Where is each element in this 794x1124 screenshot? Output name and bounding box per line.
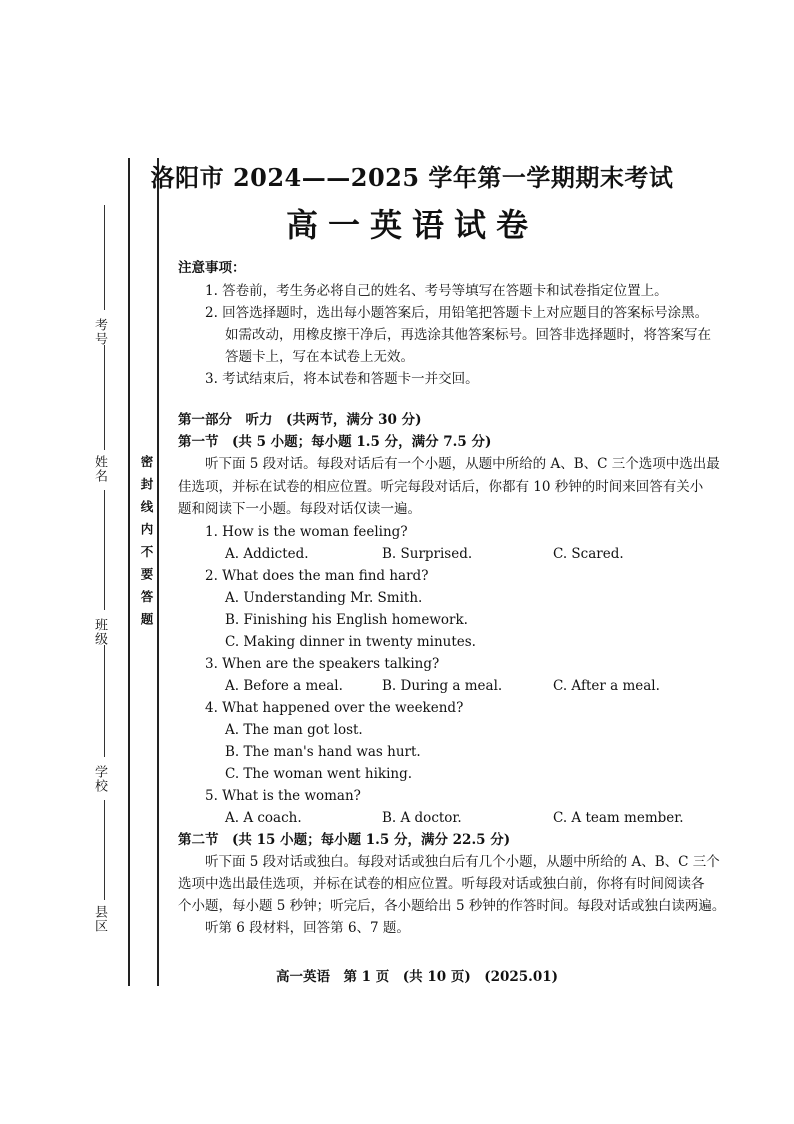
section2-heading: 第二节 (共 15 小题；每小题 1.5 分，满分 22.5 分) <box>178 832 511 848</box>
notice-item-2: 2. 回答选择题时，选出每小题答案后，用铅笔把答题卡上对应题目的答案标号涂黑。 <box>205 305 709 321</box>
section2-instr-2: 选项中选出最佳选项，并标在试卷的相应位置。听每段对话或独白前，你将有时间阅读各 <box>178 876 705 892</box>
county-label: 县区 <box>92 905 107 933</box>
seal-line-text: 密封线内不要答题 <box>139 455 154 635</box>
exam-title: 洛阳市 2024——2025 学年第一学期期末考试 <box>150 163 674 192</box>
q3-option-c: C. After a meal. <box>553 678 660 694</box>
q4-option-a: A. The man got lost. <box>225 722 363 738</box>
q1-option-a: A. Addicted. <box>225 546 309 562</box>
q2-option-b: B. Finishing his English homework. <box>225 612 468 628</box>
notice-item-2-cont2: 答题卡上，写在本试卷上无效。 <box>225 349 414 365</box>
notice-item-3: 3. 考试结束后，将本试卷和答题卡一并交回。 <box>205 371 479 387</box>
school-label: 学校 <box>92 765 107 793</box>
question-1: 1. How is the woman feeling? <box>205 524 408 540</box>
name-underline <box>104 345 105 450</box>
q2-option-a: A. Understanding Mr. Smith. <box>225 590 423 606</box>
section2-instr-4: 听第 6 段材料，回答第 6、7 题。 <box>205 920 410 936</box>
section1-instr-3: 题和阅读下一小题。每段对话仅读一遍。 <box>178 501 421 517</box>
section1-instr-2: 佳选项，并标在试卷的相应位置。听完每段对话后，你都有 10 秒钟的时间来回答有关小 <box>178 479 704 495</box>
exam-no-label: 考号 <box>92 318 107 346</box>
section2-instr-3: 个小题，每小题 5 秒钟；听完后，各小题给出 5 秒钟的作答时间。每段对话或独白读两遍。 <box>178 898 726 914</box>
page-footer: 高一英语 第 1 页 (共 10 页) (2025.01) <box>275 969 559 985</box>
q5-option-a: A. A coach. <box>225 810 302 826</box>
class-underline <box>104 490 105 610</box>
section2-instr-1: 听下面 5 段对话或独白。每段对话或独白后有几个小题，从题中所给的 A、B、C 三个 <box>205 854 720 870</box>
q4-option-c: C. The woman went hiking. <box>225 766 413 782</box>
q2-option-c: C. Making dinner in twenty minutes. <box>225 634 476 650</box>
q4-option-b: B. The man's hand was hurt. <box>225 744 421 760</box>
binding-line-inner <box>157 158 159 986</box>
school-underline <box>104 645 105 757</box>
paper-title: 高一英语试卷 <box>285 206 538 244</box>
notice-item-1: 1. 答卷前，考生务必将自己的姓名、考号等填写在答题卡和试卷指定位置上。 <box>205 283 668 299</box>
name-label: 姓名 <box>92 455 107 483</box>
county-underline <box>104 800 105 900</box>
q5-option-b: B. A doctor. <box>382 810 462 826</box>
q3-option-b: B. During a meal. <box>382 678 503 694</box>
question-2: 2. What does the man find hard? <box>205 568 429 584</box>
part1-heading: 第一部分 听力 (共两节，满分 30 分) <box>178 412 422 428</box>
question-3: 3. When are the speakers talking? <box>205 656 440 672</box>
question-5: 5. What is the woman? <box>205 788 361 804</box>
q1-option-b: B. Surprised. <box>382 546 473 562</box>
q3-option-a: A. Before a meal. <box>225 678 343 694</box>
q1-option-c: C. Scared. <box>553 546 624 562</box>
section1-heading: 第一节 (共 5 小题；每小题 1.5 分，满分 7.5 分) <box>178 434 492 450</box>
class-label: 班级 <box>92 618 107 646</box>
section1-instr-1: 听下面 5 段对话。每段对话后有一个小题，从题中所给的 A、B、C 三个选项中选出最 <box>205 456 720 472</box>
notice-heading: 注意事项： <box>178 260 246 276</box>
q5-option-c: C. A team member. <box>553 810 684 826</box>
notice-item-2-cont1: 如需改动，用橡皮擦干净后，再选涂其他答案标号。回答非选择题时，将答案写在 <box>225 327 711 343</box>
question-4: 4. What happened over the weekend? <box>205 700 464 716</box>
binding-line-outer <box>128 158 130 986</box>
